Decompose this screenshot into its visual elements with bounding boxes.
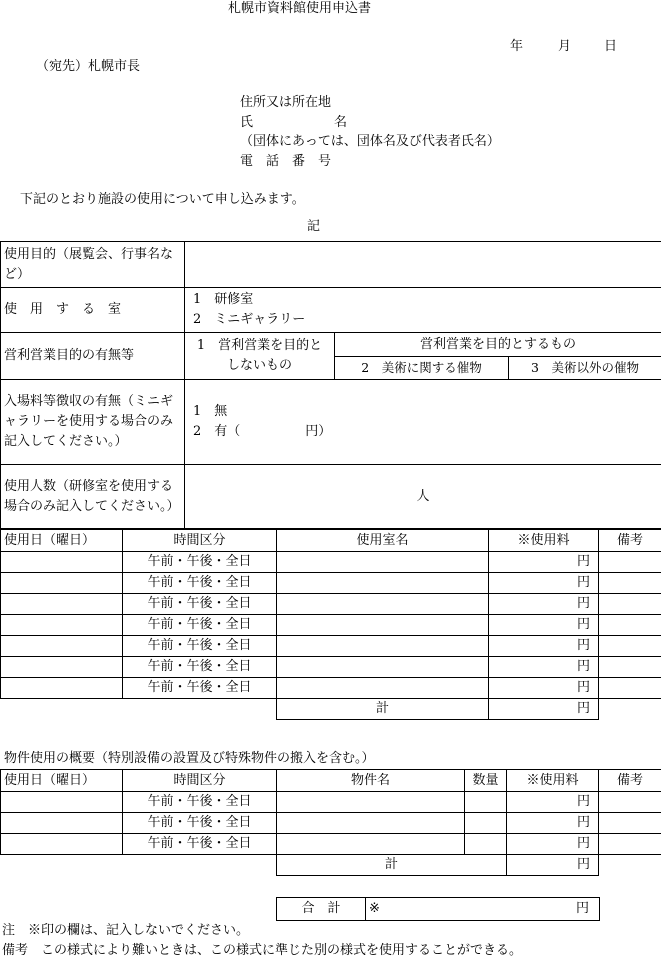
usage-date-cell[interactable] [1,552,123,573]
usage-row [1,573,661,594]
usage-header-remarks: 備考 [599,530,661,552]
name-note: （団体にあっては、団体名及び代表者氏名） [240,134,500,149]
items-row [1,813,661,834]
usage-room-cell[interactable] [277,678,489,699]
usage-remarks-cell[interactable] [599,615,661,636]
items-name-cell[interactable] [277,792,465,813]
usage-date-cell[interactable] [1,636,123,657]
items-total-blank [1,855,277,876]
items-row [1,834,661,855]
usage-fee-cell[interactable]: 円 [489,657,599,678]
usage-remarks-cell[interactable] [599,636,661,657]
usage-fee-cell[interactable]: 円 [489,573,599,594]
usage-remarks-cell[interactable] [599,657,661,678]
usage-fee-cell[interactable]: 円 [489,615,599,636]
items-date-cell[interactable] [1,813,123,834]
items-row [1,792,661,813]
grand-total-field[interactable] [366,898,600,921]
commercial-non-art[interactable]: 3 美術以外の催物 [509,357,661,380]
usage-time-cell[interactable]: 午前・午後・全日 [123,678,277,699]
room-label: 使 用 す る 室 [1,288,185,333]
usage-total-label: 計 [277,699,489,720]
usage-room-cell[interactable] [277,573,489,594]
usage-time-cell[interactable]: 午前・午後・全日 [123,594,277,615]
usage-header-fee: ※使用料 [489,530,599,552]
usage-total-blank [1,699,277,720]
purpose-field[interactable] [185,242,661,288]
usage-total-fee[interactable]: 円 [489,699,599,720]
people-unit: 人 [416,488,430,504]
items-time-cell[interactable]: 午前・午後・全日 [123,813,277,834]
items-heading: 物件使用の概要（特別設備の設置及び特殊物件の搬入を含む。） [4,751,375,766]
note-2: 備考 この様式により難いときは、この様式に準じた別の様式を使用することができる。 [2,943,523,958]
usage-room-cell[interactable] [277,594,489,615]
note-1: 注 ※印の欄は、記入しないでください。 [2,923,250,938]
items-fee-cell[interactable]: 円 [507,813,599,834]
usage-header-date: 使用日（曜日） [1,530,123,552]
items-total-tail [599,855,661,876]
usage-time-cell[interactable]: 午前・午後・全日 [123,615,277,636]
items-qty-cell[interactable] [465,813,507,834]
usage-date-cell[interactable] [1,678,123,699]
name-label-a: 氏 [240,115,254,130]
addressee: （宛先）札幌市長 [36,59,141,74]
address-label: 住所又は所在地 [240,95,332,110]
items-qty-cell[interactable] [465,792,507,813]
application-details-table [0,241,661,529]
people-label: 使用人数（研修室を使用する場合のみ記入してください。） [1,465,185,529]
items-qty-cell[interactable] [465,834,507,855]
items-header-fee: ※使用料 [507,770,599,792]
usage-date-cell[interactable] [1,594,123,615]
grand-total-yen: 円 [575,901,589,916]
grand-total-mark: ※ [369,901,380,916]
usage-date-cell[interactable] [1,573,123,594]
items-name-cell[interactable] [277,834,465,855]
usage-header-room: 使用室名 [277,530,489,552]
usage-table [0,529,661,720]
grand-total-label: 合 計 [277,898,366,921]
items-remarks-cell[interactable] [599,813,661,834]
items-fee-cell[interactable]: 円 [507,792,599,813]
usage-room-cell[interactable] [277,552,489,573]
usage-total-tail [599,699,661,720]
items-time-cell[interactable]: 午前・午後・全日 [123,792,277,813]
usage-fee-cell[interactable]: 円 [489,636,599,657]
fee-label: 入場料等徴収の有無（ミニギャラリーを使用する場合のみ記入してください。） [1,380,185,465]
items-remarks-cell[interactable] [599,834,661,855]
usage-fee-cell[interactable]: 円 [489,594,599,615]
people-field[interactable] [185,465,661,529]
fee-option-yes[interactable]: 2 有（ 円） [193,424,332,439]
items-time-cell[interactable]: 午前・午後・全日 [123,834,277,855]
items-header-remarks: 備考 [599,770,661,792]
usage-row [1,615,661,636]
ki-label: 記 [307,219,321,234]
items-total-fee[interactable]: 円 [507,855,599,876]
items-header-time: 時間区分 [123,770,277,792]
commercial-art[interactable]: 2 美術に関する催物 [335,357,509,380]
usage-date-cell[interactable] [1,657,123,678]
usage-room-cell[interactable] [277,657,489,678]
items-header-qty: 数量 [465,770,507,792]
commercial-non-profit[interactable]: 1 営利営業を目的としないもの [185,333,335,380]
room-options[interactable] [185,288,661,333]
name-label-b: 名 [334,115,348,130]
commercial-profit-header: 営利営業を目的とするもの [335,333,661,357]
usage-header-time: 時間区分 [123,530,277,552]
date-day: 日 [604,39,618,54]
form-title: 札幌市資料館使用申込書 [228,1,372,16]
usage-time-cell[interactable]: 午前・午後・全日 [123,657,277,678]
usage-room-cell[interactable] [277,636,489,657]
items-fee-cell[interactable]: 円 [507,834,599,855]
phone-label: 電 話 番 号 [240,154,332,169]
room-option-1[interactable]: 1 研修室 [193,292,254,307]
date-year: 年 [510,39,524,54]
usage-room-cell[interactable] [277,615,489,636]
usage-total-row [1,699,661,720]
items-header-name: 物件名 [277,770,465,792]
items-date-cell[interactable] [1,834,123,855]
usage-fee-cell[interactable]: 円 [489,552,599,573]
room-option-2[interactable]: 2 ミニギャラリー [193,312,306,327]
items-remarks-cell[interactable] [599,792,661,813]
items-header-date: 使用日（曜日） [1,770,123,792]
usage-row [1,636,661,657]
date-month: 月 [558,39,572,54]
fee-options[interactable] [185,380,661,465]
usage-remarks-cell[interactable] [599,552,661,573]
usage-row [1,678,661,699]
commercial-label: 営利営業目的の有無等 [1,333,185,380]
usage-time-cell[interactable]: 午前・午後・全日 [123,552,277,573]
usage-time-cell[interactable]: 午前・午後・全日 [123,573,277,594]
usage-remarks-cell[interactable] [599,573,661,594]
usage-remarks-cell[interactable] [599,678,661,699]
purpose-label: 使用目的（展覧会、行事名など） [1,242,185,288]
grand-total-table [276,897,600,921]
usage-remarks-cell[interactable] [599,594,661,615]
usage-row [1,594,661,615]
items-date-cell[interactable] [1,792,123,813]
items-table [0,769,661,876]
usage-row [1,552,661,573]
usage-row [1,657,661,678]
usage-fee-cell[interactable]: 円 [489,678,599,699]
items-total-row [1,855,661,876]
intro-text: 下記のとおり施設の使用について申し込みます。 [20,192,305,207]
usage-time-cell[interactable]: 午前・午後・全日 [123,636,277,657]
fee-option-none[interactable]: 1 無 [193,404,228,419]
items-name-cell[interactable] [277,813,465,834]
items-total-label: 計 [277,855,507,876]
usage-date-cell[interactable] [1,615,123,636]
